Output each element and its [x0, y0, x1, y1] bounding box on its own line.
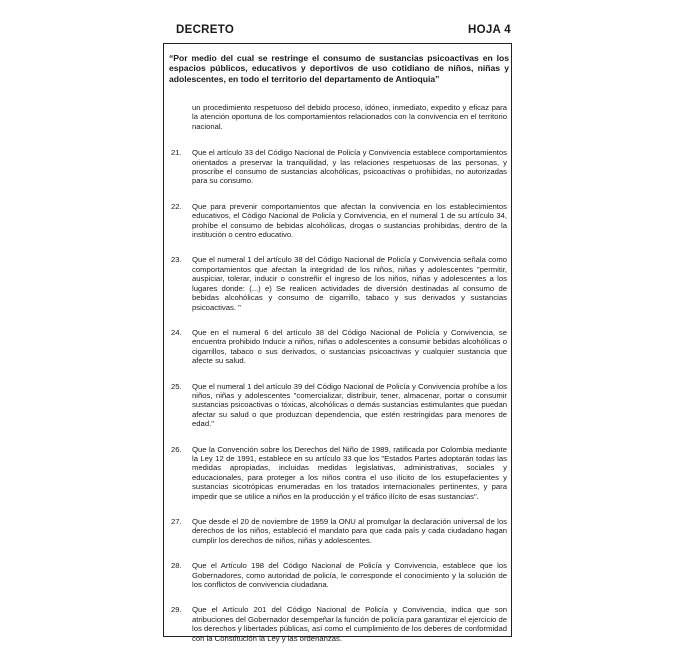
clause-number: 25.	[171, 381, 182, 391]
document-type-label: DECRETO	[176, 24, 235, 36]
page-number-label: HOJA 4	[468, 24, 511, 36]
clause-text: Que el Artículo 198 del Código Nacional de Policía y Convivencia, establece que los Gobernadores, como autoridad de policía, le corresponde el conocimiento y la solución de los conflictos de convivencia ciudadana.	[192, 561, 507, 590]
clause-number: 23.	[171, 255, 182, 265]
clause-number: 29.	[171, 605, 182, 615]
clause-text: Que el Artículo 201 del Código Nacional de Policía y Convivencia, indica que son atribuciones del Gobernador desempeñar la función de policía para garantizar el ejercicio de los derechos y libertades públicas, así como el cumplimiento de los deberes de conformidad con la Constitución la Ley y las ordenanzas.	[192, 605, 507, 643]
clause-24	[169, 328, 507, 366]
clause-21	[169, 148, 507, 186]
clause-number: 24.	[171, 327, 182, 337]
clause-number: 28.	[171, 561, 182, 571]
clause-text: Que el numeral 1 del artículo 39 del Código Nacional de Policía y Convivencia prohíbe a los niños, niñas y adolescentes "comercializar, distribuir, tener, almacenar, portar o consumir sustancias psicoactivas o tóxicas, alcohólicas o demás sustancias estimulantes que puedan afectar su salud o que produzcan dependencia, que estén restringidas para menores de edad."	[192, 381, 507, 429]
clauses-list	[169, 148, 507, 643]
intro-paragraph: un procedimiento respetuoso del debido proceso, idóneo, inmediato, expedito y eficaz para la atención oportuna de los comportamientos relacionados con la convivencia en el territorio nacional.	[192, 103, 507, 131]
clause-text: Que el numeral 1 del artículo 38 del Código Nacional de Policía y Convivencia señala como comportamientos que afectan la integridad de los niños, niñas y adolescentes "permitir, auspiciar, tolerar, inducir o constreñir el ingreso de los niños, niñas y adolescentes a los lugares donde: (...) e) Se realicen actividades de diversión destinadas al consumo de bebidas alcohólicas y consumo de cigarrillo, tabaco y sus derivados y sustancias psicoactivas. "	[192, 255, 507, 312]
clause-23	[169, 255, 507, 311]
clause-25	[169, 382, 507, 429]
clause-26	[169, 445, 507, 501]
clause-27	[169, 517, 507, 545]
clause-text: Que desde el 20 de noviembre de 1959 la ONU al promulgar la declaración universal de los derechos de los niños, estableció el mandato para que cada país y cada ciudadano hagan cumplir los derechos de niños, niñas y adolescentes.	[192, 517, 507, 545]
clause-22	[169, 202, 507, 240]
clause-text: Que la Convención sobre los Derechos del Niño de 1989, ratificada por Colombia mediante la Ley 12 de 1991, establece en su artículo 33 que los "Estados Partes adoptarán todas las medidas apropiadas, incluidas medidas legislativas, administrativas, sociales y educacionales, para proteger a los niños contra el uso ilícito de los estupefacientes y sustancias sicotrópicas enumeradas en los tratados internacionales pertinentes, y para impedir que se utilice a niños en la producción y el tráfico ilícito de esas sustancias".	[192, 444, 507, 501]
clause-number: 22.	[171, 201, 182, 211]
clause-text: Que en el numeral 6 del artículo 38 del Código Nacional de Policía y Convivencia, se encuentra prohibido Inducir a niños, niñas o adolescentes a consumir bebidas alcohólicas o cigarrillos, tabaco o sus derivados, o sustancias psicoactivas y cualquier sustancia que afecte su salud.	[192, 327, 507, 366]
clause-text: Que para prevenir comportamientos que afectan la convivencia en los establecimientos educativos, el Código Nacional de Policía y Convivencia, en el numeral 1 de su artículo 34, prohíbe el consumo de bebidas alcohólicas, drogas o sustancias prohibidas, dentro de la institución o centro educativo.	[192, 201, 507, 240]
clause-number: 26.	[171, 444, 182, 454]
clause-number: 21.	[171, 148, 182, 158]
clause-29	[169, 605, 507, 643]
decree-title: “Por medio del cual se restringe el consumo de sustancias psicoactivas en los espacios públicos, educativos y deportivos de uso cotidiano de niños, niñas y adolescentes, en todo el territorio del departamento de Antioquia”	[169, 53, 509, 84]
decree-body	[169, 103, 507, 659]
clause-28	[169, 561, 507, 589]
clause-number: 27.	[171, 517, 182, 526]
clause-text: Que el artículo 33 del Código Nacional de Policía y Convivencia establece comportamientos orientados a preservar la tranquilidad, y las relaciones respetuosas de las personas, y proscribe el consumo de sustancias alcohólicas, psicoactivas o prohibidas, no autorizadas para su consumo.	[192, 148, 507, 186]
